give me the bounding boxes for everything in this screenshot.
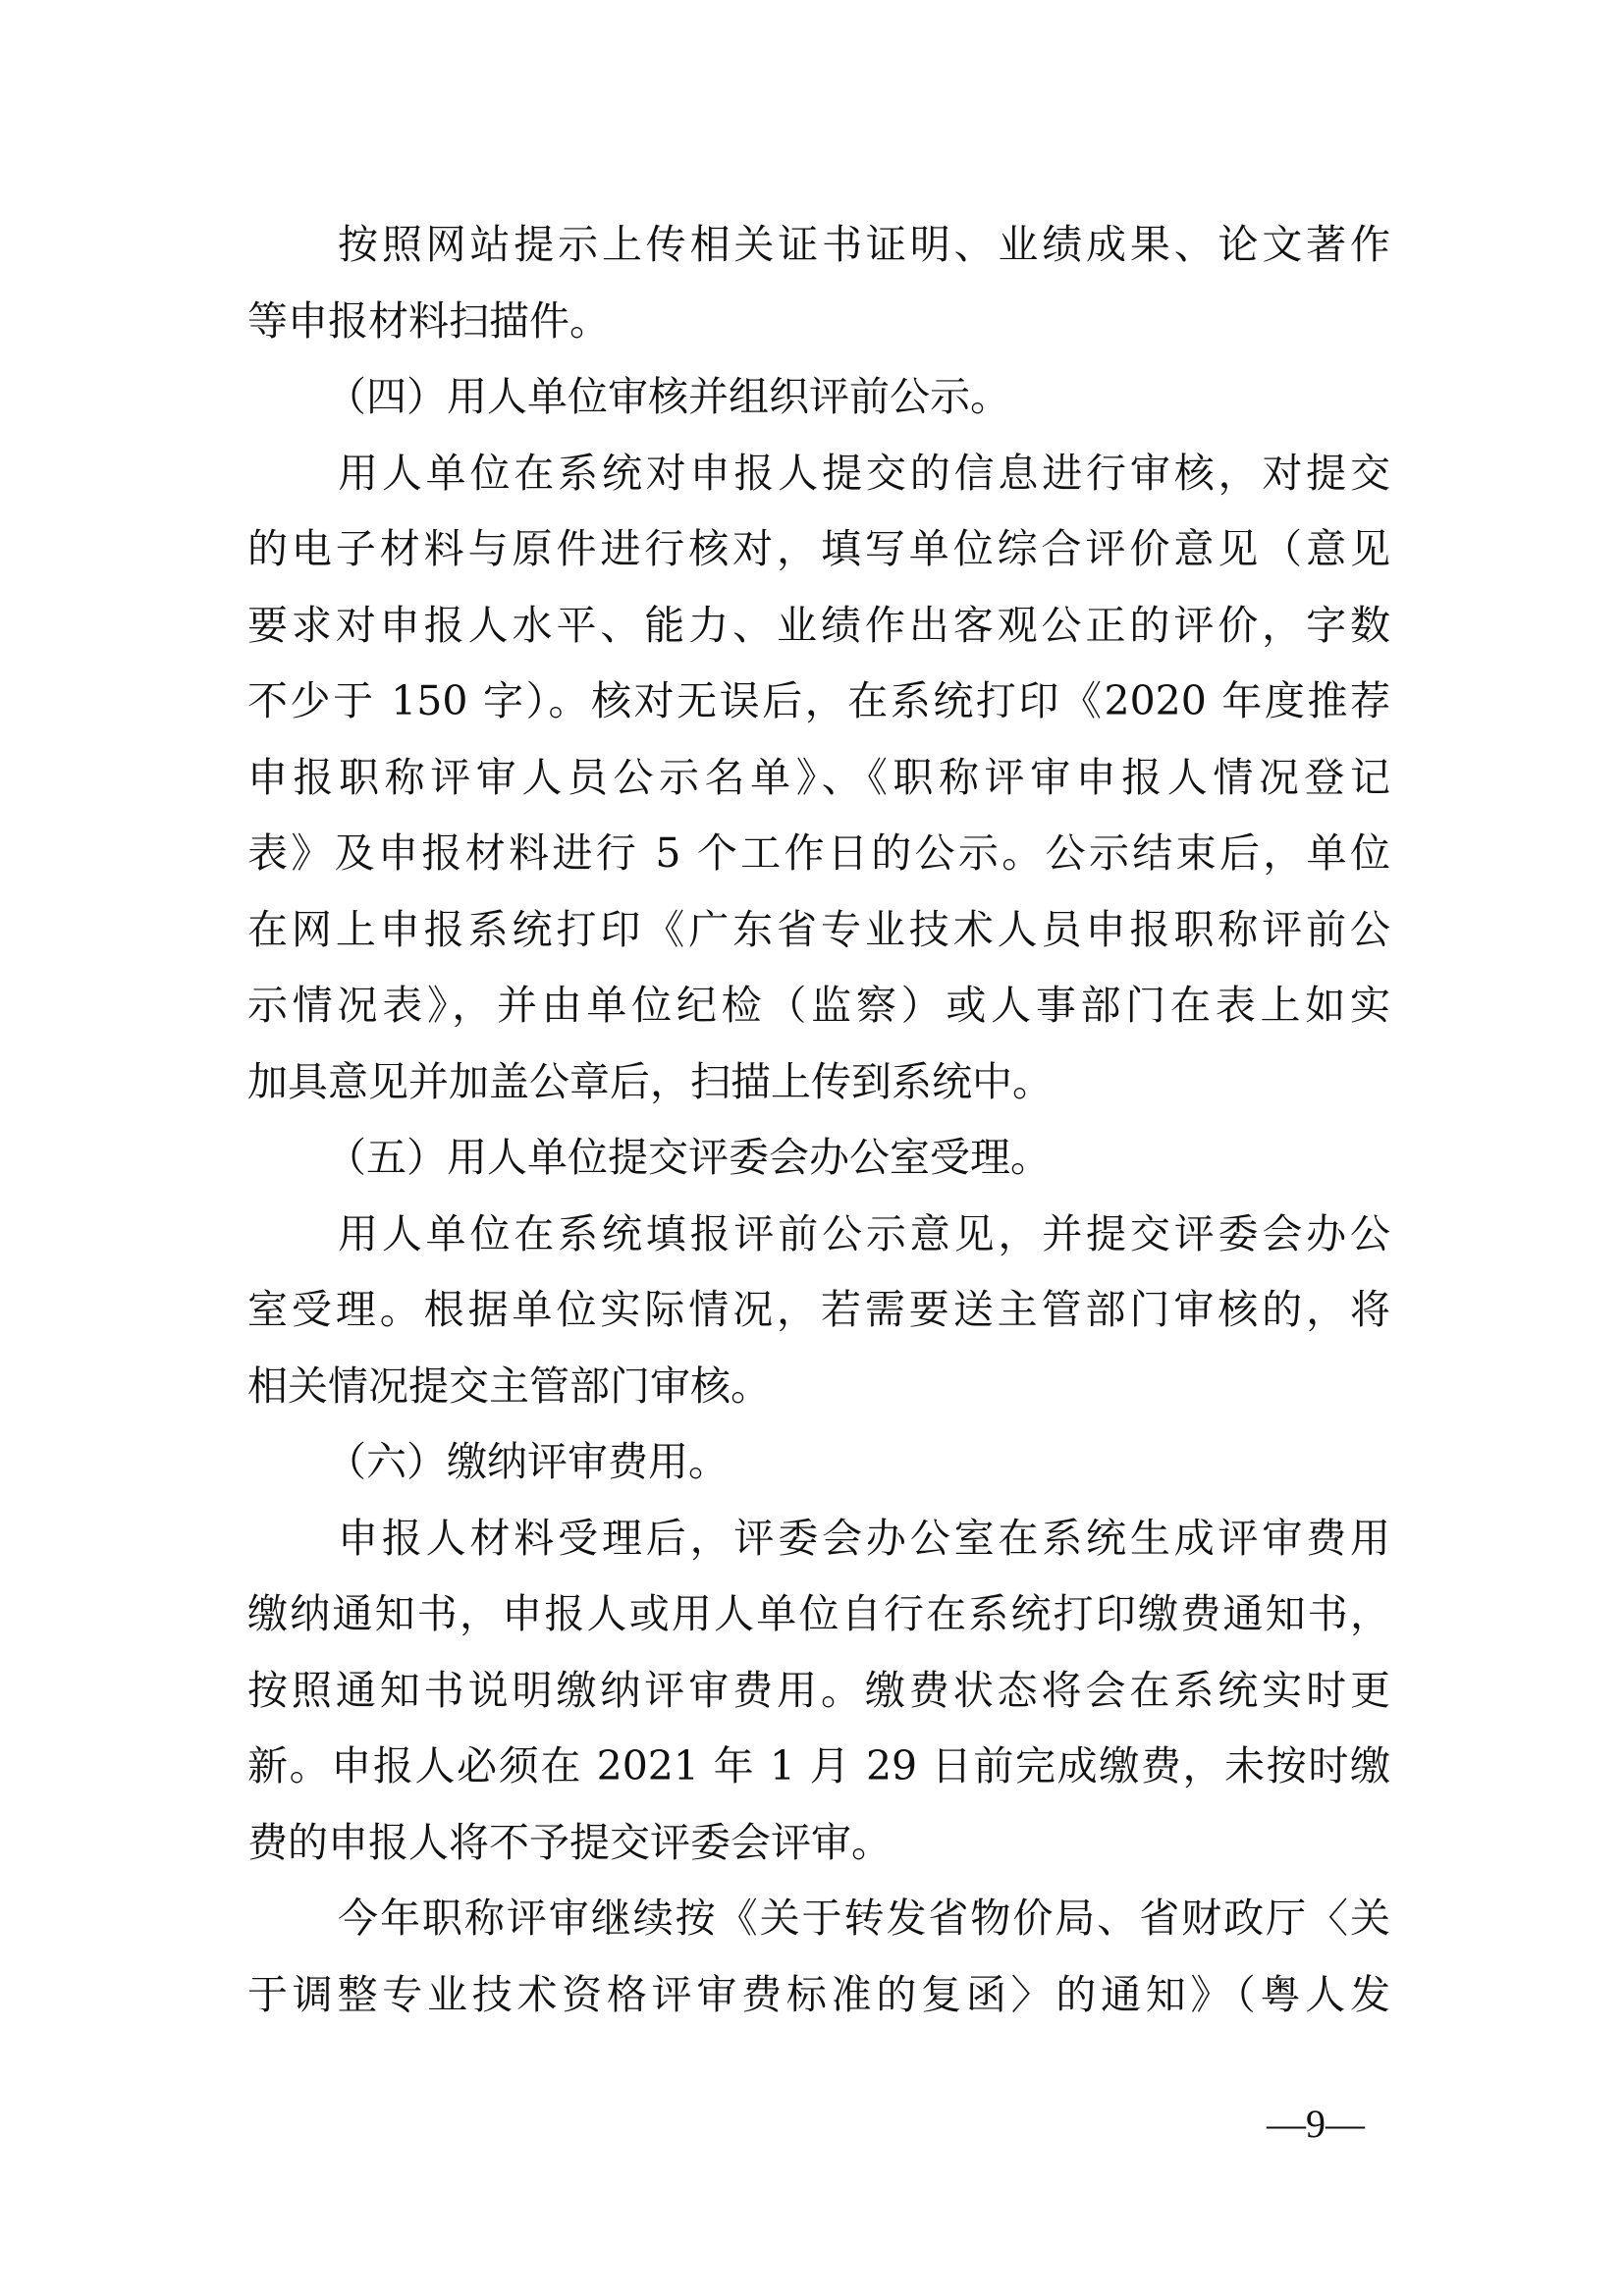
text-line: 用人单位在系统对申报人提交的信息进行审核，对提交 <box>338 449 1390 497</box>
text-line: 按照通知书说明缴纳评审费用。缴费状态将会在系统实时更 <box>247 1666 1390 1714</box>
section-heading: （六）缴纳评审费用。 <box>326 1438 729 1485</box>
text-line: 用人单位在系统填报评前公示意见，并提交评委会办公 <box>338 1209 1390 1257</box>
text-line: 要求对申报人水平、能力、业绩作出客观公正的评价，字数 <box>247 601 1390 649</box>
text-line: 新。申报人必须在 2021 年 1 月 29 日前完成缴费，未按时缴 <box>247 1742 1390 1789</box>
text-line: 加具意见并加盖公章后，扫描上传到系统中。 <box>247 1057 1053 1105</box>
text-line: 示情况表》，并由单位纪检（监察）或人事部门在表上如实 <box>247 982 1390 1029</box>
section-heading: （五）用人单位提交评委会办公室受理。 <box>326 1134 1051 1181</box>
text-line: 按照网站提示上传相关证书证明、业绩成果、论文著作 <box>338 221 1390 268</box>
page-number: —9— <box>1267 2102 1365 2146</box>
text-line: 于调整专业技术资格评审费标准的复函〉的通知》（粤人发 <box>247 1970 1390 2018</box>
text-line: 今年职称评审继续按《关于转发省物价局、省财政厅〈关 <box>338 1895 1390 1942</box>
text-line: 不少于 150 字）。核对无误后，在系统打印《2020 年度推荐 <box>247 677 1390 724</box>
text-line: 申报职称评审人员公示名单》、《职称评审申报人情况登记 <box>247 753 1390 801</box>
text-line: 申报人材料受理后，评委会办公室在系统生成评审费用 <box>338 1514 1390 1562</box>
text-line: 在网上申报系统打印《广东省专业技术人员申报职称评前公 <box>247 905 1390 953</box>
text-line: 等申报材料扫描件。 <box>247 296 610 345</box>
text-line: 表》及申报材料进行 5 个工作日的公示。公示结束后，单位 <box>247 829 1390 877</box>
text-line: 相关情况提交主管部门审核。 <box>247 1362 771 1410</box>
text-line: 室受理。根据单位实际情况，若需要送主管部门审核的，将 <box>247 1286 1390 1333</box>
document-body <box>247 207 1390 2033</box>
text-line: 的电子材料与原件进行核对，填写单位综合评价意见（意见 <box>247 525 1390 572</box>
text-line: 缴纳通知书，申报人或用人单位自行在系统打印缴费通知书， <box>247 1590 1390 1637</box>
section-heading: （四）用人单位审核并组织评前公示。 <box>326 373 1010 420</box>
text-line: 费的申报人将不予提交评委会评审。 <box>247 1818 892 1866</box>
